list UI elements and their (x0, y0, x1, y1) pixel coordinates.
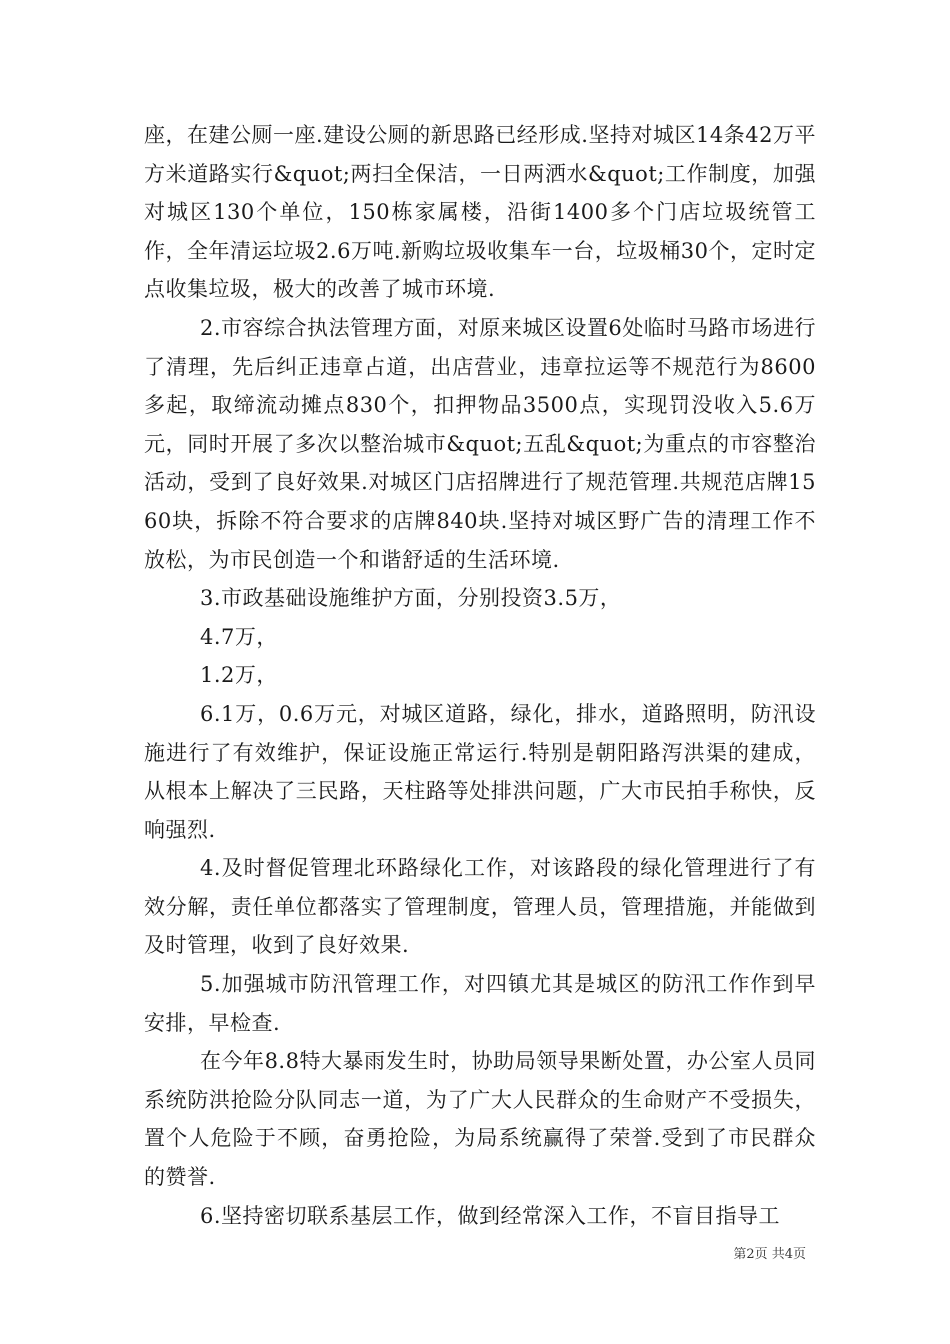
paragraph-amount-1: 4.7万， (200, 624, 278, 649)
paragraph-amount-2: 1.2万， (200, 663, 278, 688)
paragraph-item-4: 4.及时督促管理北环路绿化工作，对该路段的绿化管理进行了有效分解，责任单位都落实了管理制度，管理人员，管理措施，并能做到及时管理，收到了良好效果. (144, 856, 816, 958)
paragraph-item-6: 6.坚持密切联系基层工作，做到经常深入工作，不盲目指导工 (200, 1203, 781, 1228)
paragraph-amount-3: 6.1万，0.6万元，对城区道路，绿化，排水，道路照明，防汛设施进行了有效维护，保证设施正常运行.特别是朝阳路泻洪渠的建成，从根本上解决了三民路，天柱路等处排洪问题，广大市民拍手称快，反响强烈. (144, 701, 816, 842)
paragraph-item-5: 5.加强城市防汛管理工作，对四镇尤其是城区的防汛工作作到早安排，早检查. (144, 972, 816, 1035)
page-number: 第2页 共4页 (733, 1247, 806, 1262)
paragraph-continuation: 座，在建公厕一座.建设公厕的新思路已经形成.坚持对城区14条42万平方米道路实行&quot;两扫全保洁，一日两洒水&quot;工作制度，加强对城区130个单位，150栋家属楼，沿街1400多个门店垃圾统管工作，全年清运垃圾2.6万吨.新购垃圾收集车一台，垃圾桶30个，定时定点收集垃圾，极大的改善了城市环境. (144, 123, 816, 302)
paragraph-flood-event: 在今年8.8特大暴雨发生时，协助局领导果断处置，办公室人员同系统防洪抢险分队同志一道，为了广大人民群众的生命财产不受损失，置个人危险于不顾，奋勇抢险，为局系统赢得了荣誉.受到了市民群众的赞誉. (144, 1049, 816, 1190)
document-body (144, 116, 816, 1235)
paragraph-item-2: 2.市容综合执法管理方面，对原来城区设置6处临时马路市场进行了清理，先后纠正违章占道，出店营业，违章拉运等不规范行为8600多起，取缔流动摊点830个，扣押物品3500点，实现罚没收入5.6万元，同时开展了多次以整治城市&quot;五乱&quot;为重点的市容整治活动，受到了良好效果.对城区门店招牌进行了规范管理.共规范店牌1560块，拆除不符合要求的店牌840块.坚持对城区野广告的清理工作不放松，为市民创造一个和谐舒适的生活环境. (144, 315, 816, 572)
paragraph-item-3: 3.市政基础设施维护方面，分别投资3.5万， (200, 586, 622, 611)
